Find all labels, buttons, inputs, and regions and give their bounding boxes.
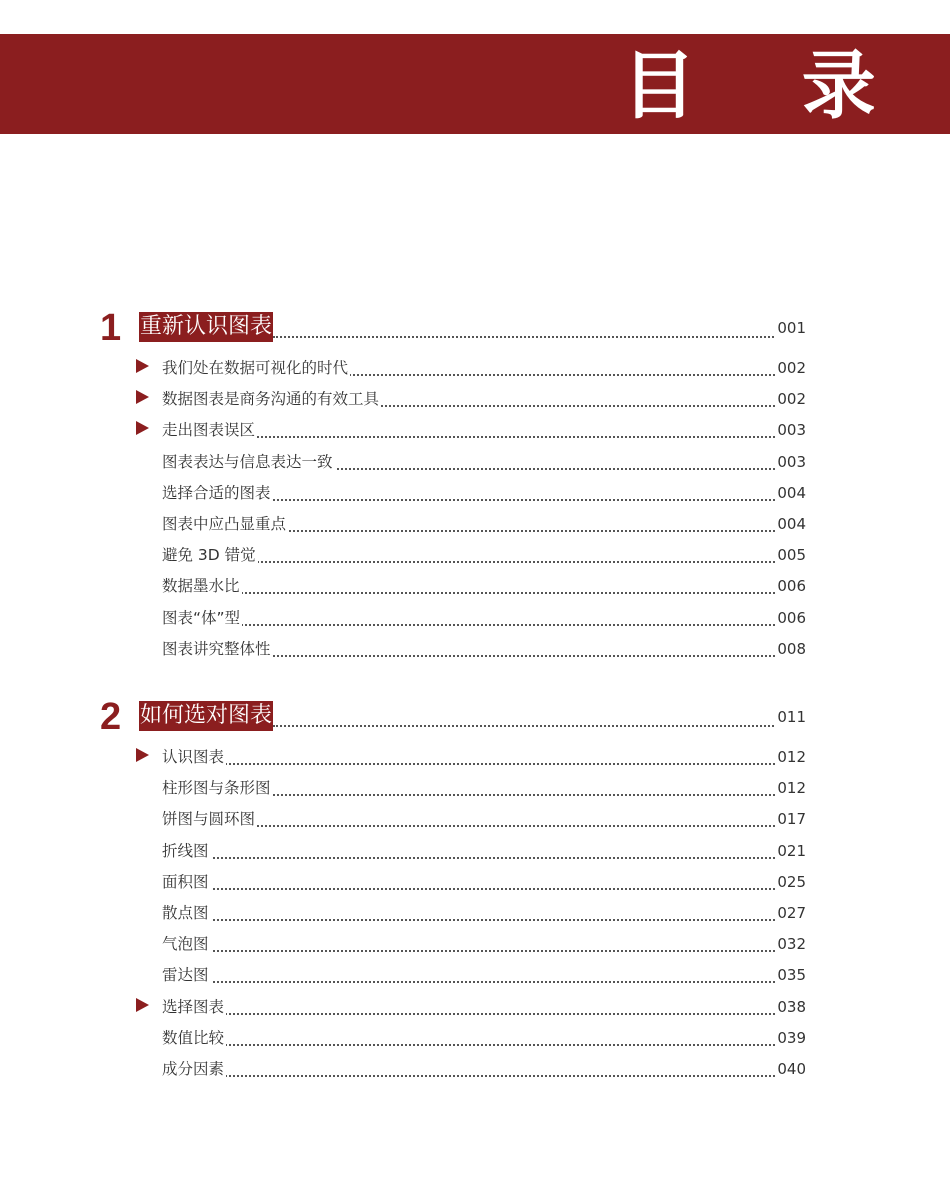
toc-entry-page-number: 003 xyxy=(777,421,806,439)
toc-entry-label: 选择图表 xyxy=(162,998,225,1016)
toc-entry-label: 饼图与圆环图 xyxy=(162,810,256,828)
toc-entry-label: 数据图表是商务沟通的有效工具 xyxy=(162,390,380,408)
toc-entry[interactable] xyxy=(136,388,806,410)
toc-entry[interactable] xyxy=(136,575,806,597)
toc-entry[interactable] xyxy=(136,482,806,504)
leader-dots xyxy=(162,939,778,952)
leader-dots xyxy=(162,1002,778,1015)
leader-dots xyxy=(162,908,778,921)
toc-entry-page-number: 005 xyxy=(777,546,806,564)
triangle-bullet-icon xyxy=(136,421,149,435)
toc-entry-page-number: 012 xyxy=(777,748,806,766)
toc-entry-page-number: 004 xyxy=(777,515,806,533)
toc-entry-label: 雷达图 xyxy=(162,966,209,984)
toc-entry[interactable] xyxy=(136,513,806,535)
leader-dots xyxy=(273,711,778,727)
toc-entry-label: 散点图 xyxy=(162,904,209,922)
toc-entry-label: 数值比较 xyxy=(162,1029,225,1047)
toc-entry-label: 折线图 xyxy=(162,842,209,860)
triangle-bullet-icon xyxy=(136,998,149,1012)
leader-dots xyxy=(162,752,778,765)
leader-dots xyxy=(273,322,778,338)
toc-entry-page-number: 035 xyxy=(777,966,806,984)
toc-entry[interactable] xyxy=(136,871,806,893)
toc-entry-label: 走出图表误区 xyxy=(162,421,256,439)
triangle-bullet-icon xyxy=(136,359,149,373)
toc-entry-label: 图表讲究整体性 xyxy=(162,640,271,658)
toc-entry-page-number: 003 xyxy=(777,453,806,471)
chapter-title: 重新认识图表 xyxy=(139,312,273,342)
toc-entry[interactable] xyxy=(136,544,806,566)
toc-entry-page-number: 004 xyxy=(777,484,806,502)
toc-entry-page-number: 006 xyxy=(777,577,806,595)
leader-dots xyxy=(162,877,778,890)
toc-entry-page-number: 002 xyxy=(777,390,806,408)
toc-entry-label: 数据墨水比 xyxy=(162,577,240,595)
toc-entry-label: 面积图 xyxy=(162,873,209,891)
leader-dots xyxy=(162,613,778,626)
toc-entry[interactable] xyxy=(136,777,806,799)
toc-entry-label: 认识图表 xyxy=(162,748,225,766)
chapter-title: 如何选对图表 xyxy=(139,701,273,731)
toc-entry[interactable] xyxy=(136,964,806,986)
toc-entry-label: 图表中应凸显重点 xyxy=(162,515,287,533)
toc-entry-page-number: 025 xyxy=(777,873,806,891)
toc-entry[interactable] xyxy=(136,1027,806,1049)
toc-entry-label: 柱形图与条形图 xyxy=(162,779,271,797)
page-title: 目 录 xyxy=(622,43,916,129)
toc-entry-label: 我们处在数据可视化的时代 xyxy=(162,359,349,377)
toc-entry[interactable] xyxy=(136,638,806,660)
toc-entry-page-number: 021 xyxy=(777,842,806,860)
toc-entry-page-number: 002 xyxy=(777,359,806,377)
leader-dots xyxy=(162,581,778,594)
toc-entry-page-number: 027 xyxy=(777,904,806,922)
toc-entry[interactable] xyxy=(136,808,806,830)
toc-entry-label: 气泡图 xyxy=(162,935,209,953)
leader-dots xyxy=(162,970,778,983)
toc-entry[interactable] xyxy=(136,840,806,862)
chapter-number: 1 xyxy=(100,307,122,349)
leader-dots xyxy=(162,1064,778,1077)
toc-entry[interactable] xyxy=(136,419,806,441)
toc-entry-label: 选择合适的图表 xyxy=(162,484,271,502)
leader-dots xyxy=(162,846,778,859)
toc-entry[interactable] xyxy=(136,451,806,473)
toc-entry-page-number: 039 xyxy=(777,1029,806,1047)
leader-dots xyxy=(162,1033,778,1046)
toc-entry-page-number: 038 xyxy=(777,998,806,1016)
toc-entry-page-number: 032 xyxy=(777,935,806,953)
toc-entry[interactable] xyxy=(136,902,806,924)
toc-entry[interactable] xyxy=(136,357,806,379)
toc-entry-label: 图表表达与信息表达一致 xyxy=(162,453,333,471)
toc-entry-label: 图表“体”型 xyxy=(162,609,241,627)
toc-entry[interactable] xyxy=(136,746,806,768)
toc-entry[interactable] xyxy=(136,607,806,629)
chapter-heading[interactable] xyxy=(100,697,806,737)
toc-entry-page-number: 006 xyxy=(777,609,806,627)
triangle-bullet-icon xyxy=(136,748,149,762)
toc-entry-label: 成分因素 xyxy=(162,1060,225,1078)
chapter-page-number: 011 xyxy=(777,708,806,726)
toc-entry[interactable] xyxy=(136,933,806,955)
toc-entry[interactable] xyxy=(136,1058,806,1080)
chapter-heading[interactable] xyxy=(100,308,806,348)
triangle-bullet-icon xyxy=(136,390,149,404)
toc-entry-page-number: 012 xyxy=(777,779,806,797)
toc-entry-page-number: 008 xyxy=(777,640,806,658)
toc-entry-page-number: 040 xyxy=(777,1060,806,1078)
chapter-page-number: 001 xyxy=(777,319,806,337)
toc-entry-label: 避免 3D 错觉 xyxy=(162,546,256,564)
toc-entry[interactable] xyxy=(136,996,806,1018)
chapter-number: 2 xyxy=(100,696,122,738)
toc-entry-page-number: 017 xyxy=(777,810,806,828)
